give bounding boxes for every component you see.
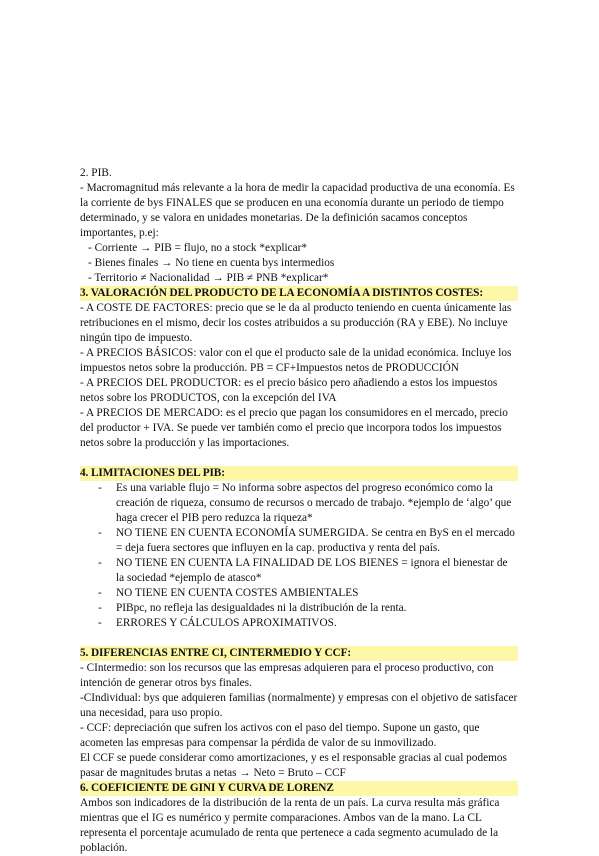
list-item: - PIBpc, no refleja las desigualdades ni la distribución de la renta.: [80, 601, 518, 616]
section-2-item: - Bienes finales → No tiene en cuenta bys intermedios: [88, 257, 335, 269]
list-item: - NO TIENE EN CUENTA ECONOMÍA SUMERGIDA. Se centra en ByS en el mercado = deja fuera sectores que influyen en la cap. productiva y renta del país.: [80, 526, 518, 556]
section-2-item: - Corriente → PIB = flujo, no a stock *explicar*: [88, 242, 308, 254]
section-5-paragraph: - CIntermedio: son los recursos que las empresas adquieren para el proceso productivo, con intención de generar otros bys finales.: [80, 662, 494, 689]
section-5-paragraph: - CCF: depreciación que sufren los activos con el paso del tiempo. Supone un gasto, que acometen las empresas para compensar la pérdida de valor de su inmovilizado.: [80, 722, 480, 749]
section-5-paragraph: El CCF se puede considerar como amortizaciones, y es el responsable gracias al cual podemos pasar de magnitudes brutas a netas → Neto = Bruto – CCF: [80, 752, 507, 779]
section-3-paragraph: - A PRECIOS BÁSICOS: valor con el que el producto sale de la unidad económica. Incluye los impuestos netos sobre la producción. PB = CF+Impuestos netos de PRODUCCIÓN: [80, 347, 512, 374]
section-6-heading: 6. COEFICIENTE DE GINI Y CURVA DE LORENZ: [80, 781, 518, 796]
spacer: [80, 451, 518, 466]
section-2-intro: - Macromagnitud más relevante a la hora de medir la capacidad productiva de una economía. Es la corriente de bys FINALES que se producen en una economía durante un periodo de tiempo determinado, y se valora en unidades monetarias. De la definición sacamos conceptos importantes, p.ej:: [80, 182, 515, 239]
section-3-paragraph: - A PRECIOS DEL PRODUCTOR: es el precio básico pero añadiendo a estos los impuestos netos sobre los PRODUCTOS, con la excepción del IVA: [80, 377, 498, 404]
spacer: [80, 631, 518, 646]
section-3-paragraph: - A PRECIOS DE MERCADO: es el precio que pagan los consumidores en el mercado, precio del productor + IVA. Se puede ver también como el precio que incorpora todos los impuestos netos sobre la producción y las importaciones.: [80, 407, 508, 449]
limitations-list: [80, 481, 518, 631]
section-3-heading: 3. VALORACIÓN DEL PRODUCTO DE LA ECONOMÍA A DISTINTOS COSTES:: [80, 286, 518, 301]
section-6-paragraph: Ambos son indicadores de la distribución de la renta de un país. La curva resulta más gráfica mientras que el IG es numérico y permite comparaciones. Ambos van de la mano. La CL representa el porcentaje acumulado de renta que pertenece a cada segmento acumulado de la población.: [80, 797, 500, 854]
section-4-heading: 4. LIMITACIONES DEL PIB:: [80, 466, 518, 481]
section-2-title: 2. PIB.: [80, 167, 112, 179]
list-item: - ERRORES Y CÁLCULOS APROXIMATIVOS.: [80, 616, 518, 631]
list-item: - NO TIENE EN CUENTA LA FINALIDAD DE LOS BIENES = ignora el bienestar de la sociedad *ejemplo de atasco*: [80, 556, 518, 586]
section-3-paragraph: - A COSTE DE FACTORES: precio que se le da al producto teniendo en cuenta únicamente las retribuciones en el mismo, decir los costes atribuidos a su producción (RA y EBE). No incluye ningún tipo de impuesto.: [80, 302, 512, 344]
section-5-heading: 5. DIFERENCIAS ENTRE CI, CINTERMEDIO Y CCF:: [80, 646, 518, 661]
list-item: - Es una variable flujo = No informa sobre aspectos del progreso económico como la creación de riqueza, consumo de recursos o mercado de trabajo. *ejemplo de ‘algo’ que haga crecer el PIB pero reduzca la riqueza*: [80, 481, 518, 526]
list-item: - NO TIENE EN CUENTA COSTES AMBIENTALES: [80, 586, 518, 601]
document-body: [80, 166, 518, 856]
section-5-paragraph: -CIndividual: bys que adquieren familias (normalmente) y empresas con el objetivo de satisfacer una necesidad, para uso propio.: [80, 692, 518, 719]
section-2-item: - Territorio ≠ Nacionalidad → PIB ≠ PNB *explicar*: [88, 272, 329, 284]
